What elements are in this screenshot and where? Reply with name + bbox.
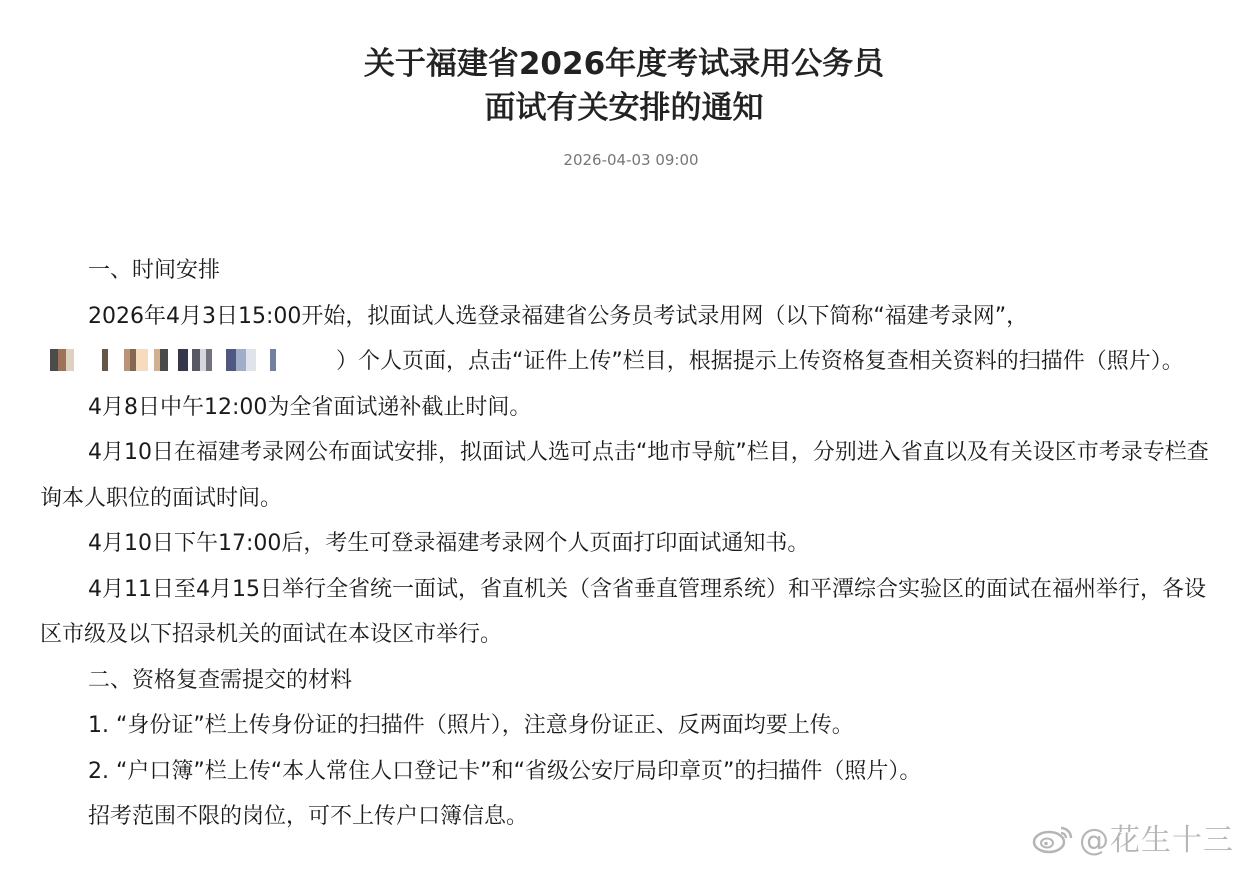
paragraph-schedule-publish: 4月10日在福建考录网公布面试安排，拟面试人选可点击“地市导航”栏目，分别进入省直以及有关设区市考录专栏查询本人职位的面试时间。: [40, 440, 1209, 511]
paragraph-print-notice: 4月10日下午17:00后，考生可登录福建考录网个人页面打印面试通知书。: [88, 531, 810, 556]
section-heading-schedule: 一、时间安排: [88, 258, 221, 283]
paragraph-interview-dates: 4月11日至4月15日举行全省统一面试，省直机关（含省垂直管理系统）和平潭综合实验区的面试在福州举行，各设区市级及以下招录机关的面试在本设区市举行。: [40, 576, 1206, 647]
weibo-logo-icon: [1031, 824, 1075, 854]
paragraph-upload-start: [40, 294, 1220, 385]
publish-date: 2026-04-03 09:00: [563, 151, 699, 169]
paragraph-deadline: 4月8日中午12:00为全省面试递补截止时间。: [88, 394, 532, 420]
notice-title-line-1: 关于福建省2026年度考试录用公务员: [363, 46, 885, 82]
list-item-household-register: 2. “户口簿”栏上传“本人常住人口登记卡”和“省级公安厅局印章页”的扫描件（照片）。: [88, 758, 922, 784]
paragraph-upload-start-rest: ）个人页面，点击“证件上传”栏目，根据提示上传资格复查相关资料的扫描件（照片）。: [336, 349, 1184, 374]
paragraph-upload-start-text: 2026年4月3日15:00开始，拟面试人选登录福建省公务员考试录用网（以下简称“福建考录网”，: [88, 303, 1029, 329]
watermark-text: @花生十三: [1079, 823, 1234, 858]
redacted-url-blur: [40, 349, 330, 371]
list-item-id-card: 1. “身份证”栏上传身份证的扫描件（照片），注意身份证正、反两面均要上传。: [88, 713, 854, 738]
notice-title-line-2: 面试有关安排的通知: [484, 90, 764, 126]
section-heading-materials: 二、资格复查需提交的材料: [88, 667, 353, 693]
paragraph-no-register-needed: 招考范围不限的岗位，可不上传户口簿信息。: [88, 804, 529, 829]
notice-body: [40, 248, 1220, 840]
watermark: [1031, 815, 1234, 859]
